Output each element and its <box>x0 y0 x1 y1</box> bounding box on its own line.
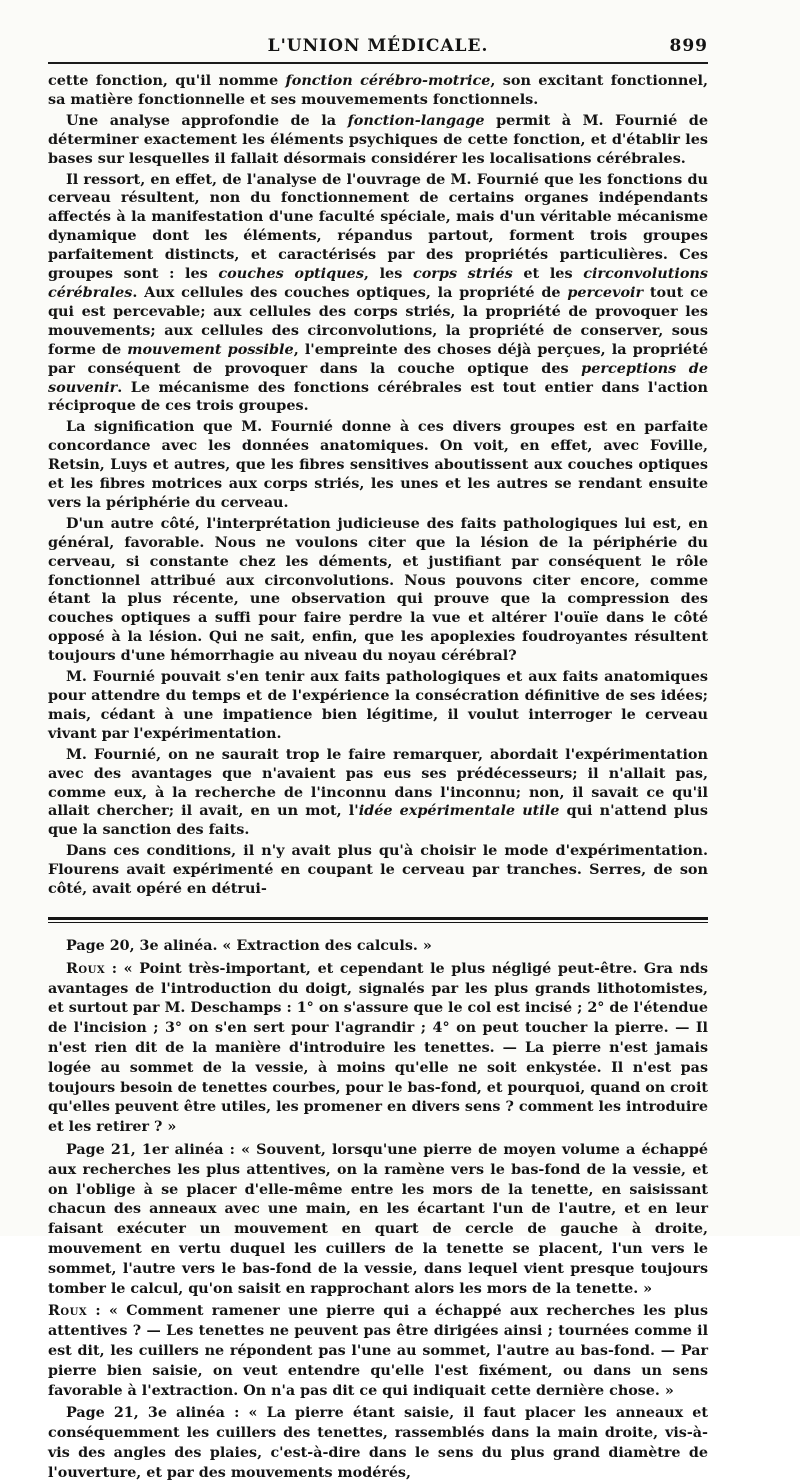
note-1: Page 20, 3e alinéa. « Extraction des calculs. » <box>66 937 432 954</box>
note-3: Page 21, 1er alinéa : « Souvent, lorsqu'une pierre de moyen volume a échappé aux recherches les plus attentives, on la ramène vers le bas-fond de la vessie, et on l'oblige à se placer d'elle-même entre les mors de la tenette, en saisissant chacun des anneaux avec une main, en les écartant l'un de l'autre, et en leur faisant exécuter un mouvement en quart de cercle de gauche à droite, mouvement en vertu duquel les cuillers de la tenette se placent, l'un vers le sommet, l'autre vers le bas-fond de la vessie, dans lequel vient presque toujours tomber le calcul, qu'on saisit en rapprochant alors les mors de la tenette. » <box>48 1141 708 1297</box>
paragraph-7: M. Fournié, on ne saurait trop le faire remarquer, abordait l'expérimentation avec des avantages que n'avaient pas eus ses prédécesseurs; il n'allait pas, comme eux, à la recherche de l'inconnu dans l'inconnu; non, il savait ce qu'il allait chercher; il avait, en un mot, l'idée expérimentale utile qui n'attend plus que la sanction des faits. <box>48 745 708 839</box>
page-number: 899 <box>669 36 708 56</box>
footnotes <box>48 937 708 1483</box>
paragraph-2: Une analyse approfondie de la fonction-langage permit à M. Fournié de déterminer exactement les éléments psychiques de cette fonction, et d'établir les bases sur lesquelles il fallait désormais considérer les localisations cérébrales. <box>48 111 708 167</box>
note-2: Roux : « Point très-important, et cependant le plus négligé peut-être. Gra nds avantages de l'introduction du doigt, signalés par les plus grands lithotomistes, et surtout par M. Deschamps : 1° on s'assure que le col est incisé ; 2° de l'étendue de l'incision ; 3° on s'en sert pour l'agrandir ; 4° on peut toucher la pierre. — Il n'est rien dit de la manière d'introduire les tenettes. — La pierre n'est jamais logée au sommet de la vessie, à moins qu'elle ne soit enkystée. Il n'est pas toujours besoin de tenettes courbes, pour le bas-fond, et pourquoi, quand on croit qu'elles peuvent être utiles, les promener en divers sens ? comment les introduire et les retirer ? » <box>48 960 708 1136</box>
note-5: Page 21, 3e alinéa : « La pierre étant saisie, il faut placer les anneaux et conséquemment les cuillers des tenettes, rassemblés dans la main droite, vis-à-vis des angles des plaies, c'est-à-dire dans le sens du plus grand diamètre de l'ouverture, et par des mouvements modérés, <box>48 1405 708 1481</box>
paragraph-6: M. Fournié pouvait s'en tenir aux faits pathologiques et aux faits anatomiques pour attendre du temps et de l'expérience la consécration définitive de ses idées; mais, cédant à une impatience bien légitime, il voulut interroger le cerveau vivant par l'expérimentation. <box>48 668 708 742</box>
header-rule <box>48 62 708 64</box>
paragraph-5: D'un autre côté, l'interprétation judicieuse des faits pathologiques lui est, en général, favorable. Nous ne voulons citer que la lésion de la périphérie du cerveau, si constante chez les déments, et justifiant par conséquent le rôle fonctionnel attribué aux circonvolutions. Nous pouvons citer encore, comme étant la plus récente, une observation qui prouve que la compression des couches optiques a suffi pour faire perdre la vue et altérer l'ouïe dans le côté opposé à la lésion. Qui ne sait, enfin, que les apoplexies foudroyantes résultent toujours d'une hémorrhagie au niveau du noyau cérébral? <box>48 514 708 665</box>
paragraph-8: Dans ces conditions, il n'y avait plus qu'à choisir le mode d'expérimentation. Flourens avait expérimenté en coupant le cerveau par tranches. Serres, de son côté, avait opéré en détrui- <box>48 842 708 898</box>
paragraph-1: cette fonction, qu'il nomme fonction cérébro-motrice, son excitant fonctionnel, sa matière fonctionnelle et ses mouvemements fonctionnels. <box>48 72 708 108</box>
paragraph-4: La signification que M. Fournié donne à ces divers groupes est en parfaite concordance avec les données anatomiques. On voit, en effet, avec Foville, Retsin, Luys et autres, que les fibres sensitives aboutissent aux couches optiques et les fibres motrices aux corps striés, les unes et les autres se rendant ensuite vers la périphérie du cerveau. <box>48 418 708 511</box>
running-header <box>48 28 708 62</box>
footnote-separator <box>48 917 708 923</box>
main-text <box>48 72 708 899</box>
paragraph-3: Il ressort, en effet, de l'analyse de l'ouvrage de M. Fournié que les fonctions du cerveau résultent, non du fonctionnement de certains organes indépendants affectés à la manifestation d'une faculté spéciale, mais d'un véritable mécanisme dynamique dont les éléments, répandus partout, forment trois groupes parfaitement distincts, et caractérisés par des propriétés particulières. Ces groupes sont : les couches optiques, les corps striés et les circonvolutions cérébrales. Aux cellules des couches optiques, la propriété de percevoir tout ce qui est percevable; aux cellules des corps striés, la propriété de provoquer les mouvements; aux cellules des circonvolutions, la propriété de conserver, sous forme de mouvement possible, l'empreinte des choses déjà perçues, la propriété par conséquent de provoquer dans la couche optique des perceptions de souvenir. Le mécanisme des fonctions cérébrales est tout entier dans l'action réciproque de ces trois groupes. <box>48 170 709 415</box>
journal-title: L'UNION MÉDICALE. <box>267 36 489 56</box>
note-4: Roux : « Comment ramener une pierre qui a échappé aux recherches les plus attentives ? — Les tenettes ne peuvent pas être dirigées ainsi ; tournées comme il est dit, les cuillers ne répondent pas l'une au sommet, l'autre au bas-fond. — Par pierre bien saisie, on veut entendre qu'elle l'est fixément, ou dans un sens favorable à l'extraction. On n'a pas dit ce qui indiquait cette dernière chose. » <box>48 1303 708 1399</box>
